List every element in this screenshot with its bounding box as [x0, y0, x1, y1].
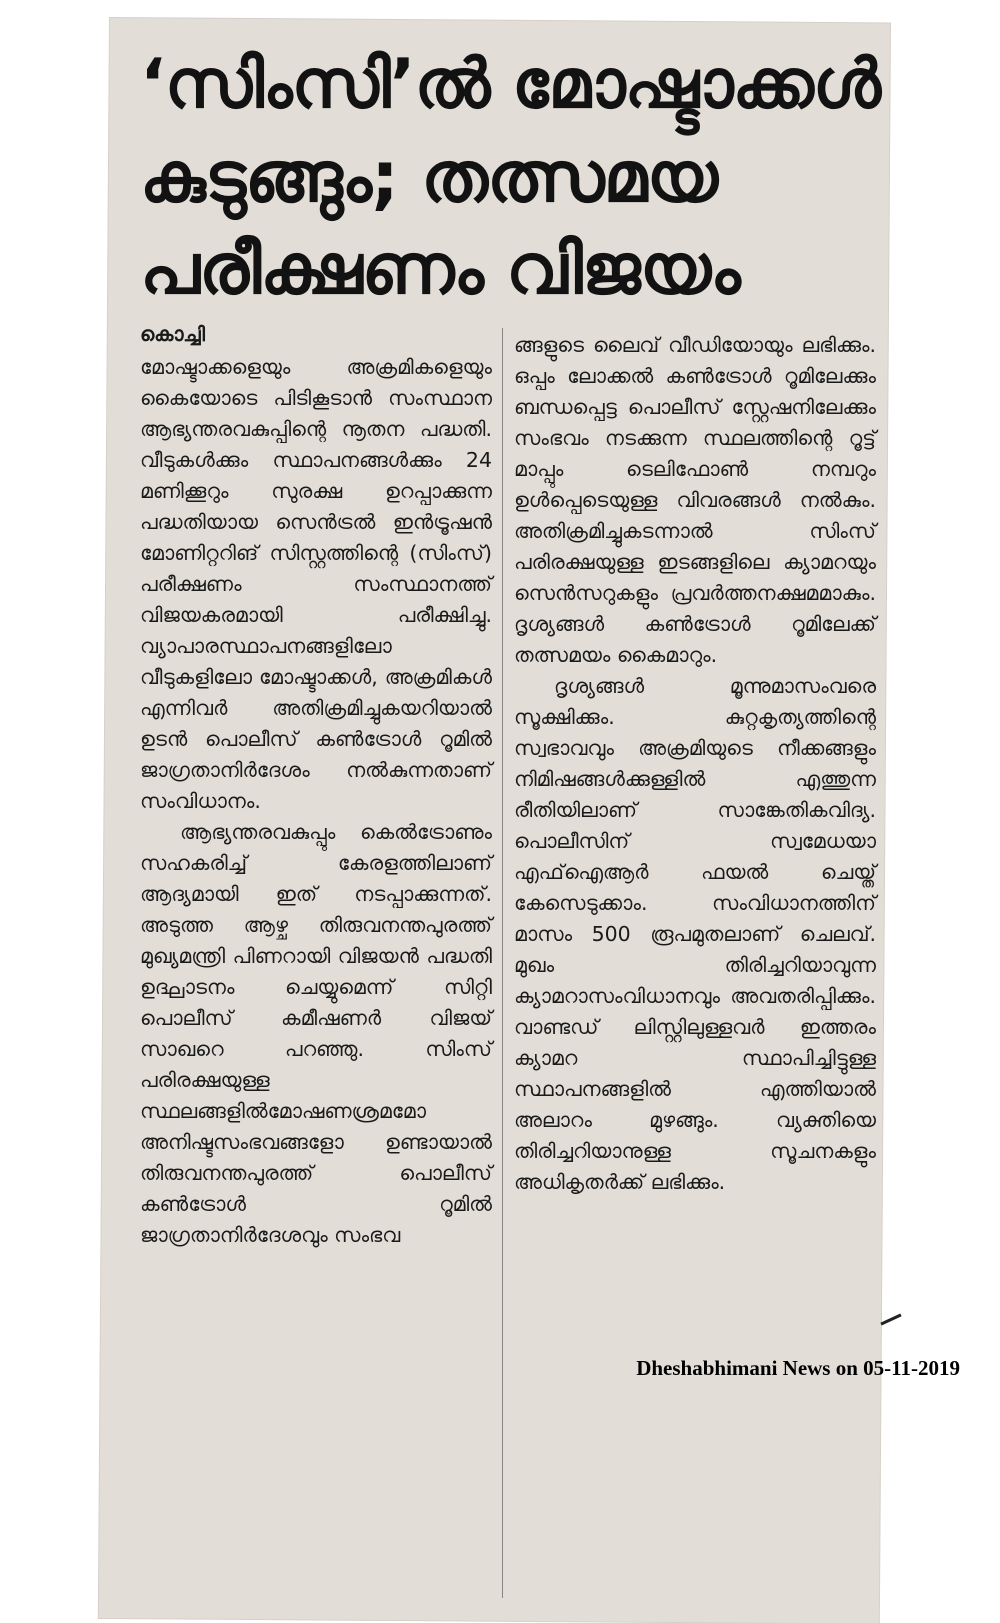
article-column-right: [514, 330, 876, 1198]
headline-line-2: കുടുങ്ങും; തത്സമയ: [140, 136, 718, 218]
headline-line-3: പരീക്ഷണം വിജയം: [140, 228, 740, 310]
source-caption: Dheshabhimani News on 05-11-2019: [636, 1356, 960, 1380]
article-column-left: [140, 320, 492, 1251]
article-headline: [140, 40, 880, 316]
left-paragraph-2: ആഭ്യന്തരവകുപ്പും കെൽട്രോണും സഹകരിച്ച് കേരളത്തിലാണ് ആദ്യമായി ഇത് നടപ്പാക്കുന്നത്. അടുത്ത ആഴ്ച തിരുവനന്തപുരത്ത് മുഖ്യമന്ത്രി പിണറായി വിജയൻ പദ്ധതി ഉദ്ഘാടനം ചെയ്യുമെന്ന് സിറ്റി പൊലീസ് കമീഷണർ വിജയ് സാഖറെ പറഞ്ഞു. സിംസ് പരിരക്ഷയുള്ള സ്ഥലങ്ങളിൽമോഷണശ്രമമോ അനിഷ്ടസംഭവങ്ങളോ ഉണ്ടായാൽ തിരുവനന്തപുരത്ത് പൊലീസ് കൺട്രോൾ റൂമിൽ ജാഗ്രതാനിർദേശവും സംഭവ: [140, 820, 492, 1247]
left-paragraph-1: മോഷ്ടാക്കളെയും അക്രമികളെയും കൈയോടെ പിടികൂടാൻ സംസ്ഥാന ആഭ്യന്തരവകുപ്പിന്റെ നൂതന പദ്ധതി. വീടുകൾക്കും സ്ഥാപനങ്ങൾക്കും 24 മണിക്കൂറും സുരക്ഷ ഉറപ്പാക്കുന്ന പദ്ധതിയായ സെൻട്രൽ ഇൻട്രൂഷൻ മോണിറ്ററിങ് സിസ്റ്റത്തിന്റെ (സിംസ്) പരീക്ഷണം സംസ്ഥാനത്ത് വിജയകരമായി പരീക്ഷിച്ചു. വ്യാപാരസ്ഥാപനങ്ങളിലോ വീടുകളിലോ മോഷ്ടാക്കൾ, അക്രമികൾ എന്നിവർ അതിക്രമിച്ചുകയറിയാൽ ഉടൻ പൊലീസ് കൺട്രോൾ റൂമിൽ ജാഗ്രതാനിർദേശം നൽകുന്നതാണ് സംവിധാനം.: [140, 355, 492, 813]
headline-line-1: ‘സിംസി’ൽ മോഷ്ടാക്കൾ: [140, 45, 881, 124]
right-paragraph-2: ദൃശ്യങ്ങൾ മൂന്നുമാസംവരെ സൂക്ഷിക്കും. കുറ്റകൃത്യത്തിന്റെ സ്വഭാവവും അക്രമിയുടെ നീക്കങ്ങളും നിമിഷങ്ങൾക്കുള്ളിൽ എത്തുന്ന രീതിയിലാണ് സാങ്കേതികവിദ്യ. പൊലീസിന് സ്വമേധയാ എഫ്ഐആർ ഫയൽ ചെയ്ത് കേസെടുക്കാം. സംവിധാനത്തിന് മാസം 500 രൂപമുതലാണ് ചെലവ്. മുഖം തിരിച്ചറിയാവുന്ന ക്യാമറാസംവിധാനവും അവതരിപ്പിക്കും. വാണ്ടഡ് ലിസ്റ്റിലുള്ളവർ ഇത്തരം ക്യാമറ സ്ഥാപിച്ചിട്ടുള്ള സ്ഥാപനങ്ങളിൽ എത്തിയാൽ അലാറം മുഴങ്ങും. വ്യക്തിയെ തിരിച്ചറിയാനുള്ള സൂചനകളും അധികൃതർക്ക് ലഭിക്കും.: [514, 674, 876, 1194]
pen-mark: [880, 1313, 901, 1325]
right-paragraph-1: ങ്ങളുടെ ലൈവ് വീഡിയോയും ലഭിക്കും. ഒപ്പം ലോക്കൽ കൺട്രോൾ റൂമിലേക്കും ബന്ധപ്പെട്ട പൊലീസ് സ്റ്റേഷനിലേക്കും സംഭവം നടക്കുന്ന സ്ഥലത്തിന്റെ റൂട്ട് മാപ്പും ടെലിഫോൺ നമ്പറും ഉൾപ്പെടെയുള്ള വിവരങ്ങൾ നൽകും. അതിക്രമിച്ചുകടന്നാൽ സിംസ് പരിരക്ഷയുള്ള ഇടങ്ങളിലെ ക്യാമറയും സെൻസറുകളും പ്രവർത്തനക്ഷമമാകും. ദൃശ്യങ്ങൾ കൺട്രോൾ റൂമിലേക്ക് തത്സമയം കൈമാറും.: [514, 333, 876, 667]
dateline: കൊച്ചി: [140, 322, 205, 346]
